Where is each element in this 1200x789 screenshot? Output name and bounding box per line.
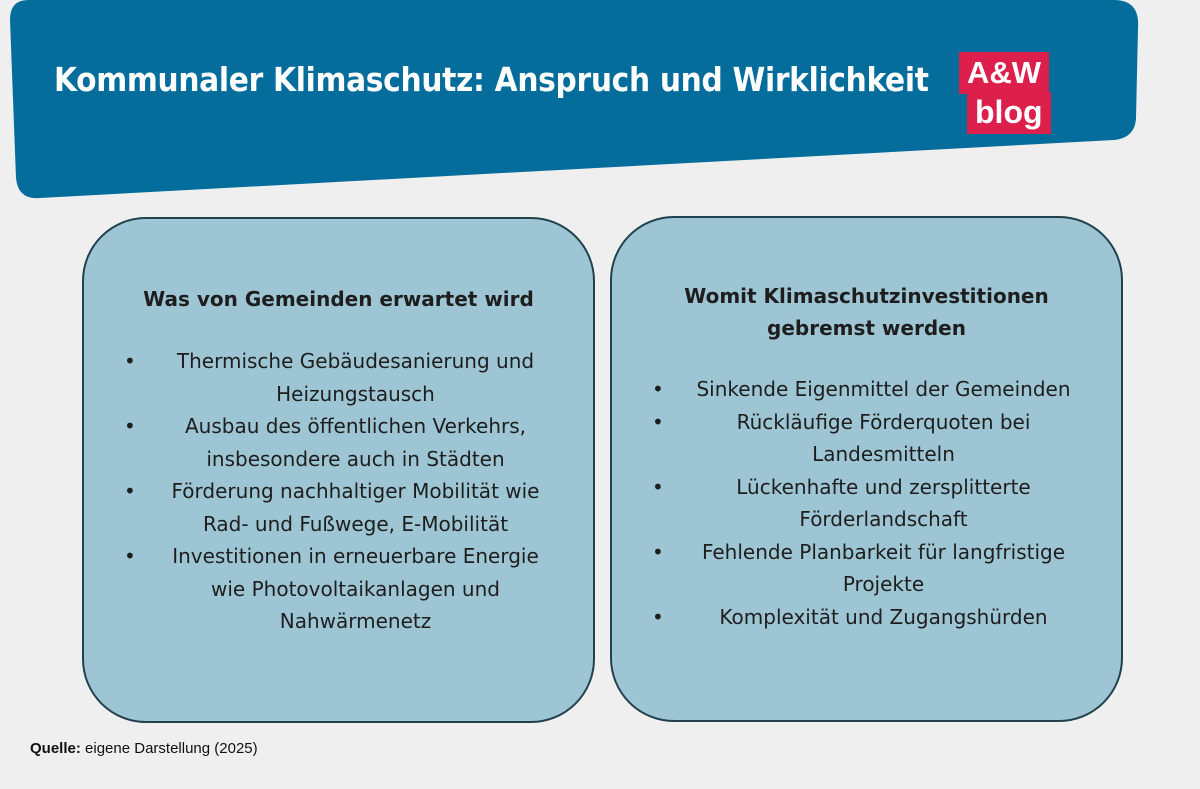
- expectation-item-text: Ausbau des öffentlichen Verkehrs, insbesondere auch in Städten: [184, 414, 526, 471]
- barrier-item: [612, 471, 1121, 536]
- bullet-icon: •: [124, 544, 136, 568]
- barrier-item: [612, 536, 1121, 601]
- source-text: eigene Darstellung (2025): [80, 740, 258, 757]
- barrier-item: [612, 601, 1121, 634]
- bullet-icon: •: [652, 474, 664, 499]
- bullet-icon: •: [124, 414, 136, 438]
- source-note: [30, 739, 258, 759]
- barrier-item: [612, 406, 1121, 471]
- barriers-panel: [610, 216, 1123, 722]
- barrier-item: [612, 373, 1121, 406]
- bullet-icon: •: [652, 604, 664, 629]
- barrier-item-text: Komplexität und Zugangshürden: [719, 604, 1048, 629]
- expectation-item: [84, 475, 593, 540]
- expectation-item-text: Investitionen in erneuerbare Energie wie Photovoltaikanlagen und Nahwärmenetz: [172, 544, 539, 633]
- bullet-icon: •: [652, 409, 664, 434]
- bullet-icon: •: [124, 479, 136, 503]
- expectations-list: [84, 345, 593, 638]
- barriers-heading: Womit Klimaschutzinvestitionen gebremst werden: [684, 284, 1049, 340]
- expectation-item-text: Förderung nachhaltiger Mobilität wie Rad- und Fußwege, E-Mobilität: [171, 479, 540, 536]
- expectation-item: [84, 410, 593, 475]
- barrier-item-text: Rückläufige Förderquoten bei Landesmitteln: [736, 409, 1031, 466]
- expectation-item: [84, 540, 593, 638]
- bullet-icon: •: [652, 377, 664, 401]
- source-label: Quelle:: [30, 740, 81, 757]
- logo-text-aw: A&W: [959, 52, 1049, 94]
- expectations-heading: Was von Gemeinden erwartet wird: [143, 287, 534, 311]
- expectation-item: [84, 345, 593, 410]
- barrier-item-text: Sinkende Eigenmittel der Gemeinden: [696, 377, 1071, 401]
- barrier-item-text: Lückenhafte und zersplitterte Förderlandschaft: [736, 474, 1031, 531]
- barrier-item-text: Fehlende Planbarkeit für langfristige Projekte: [701, 539, 1066, 596]
- expectation-item-text: Thermische Gebäudesanierung und Heizungstausch: [176, 349, 535, 406]
- expectations-panel: [82, 217, 595, 723]
- logo-text-blog: blog: [967, 92, 1051, 134]
- barriers-list: [612, 373, 1121, 633]
- aw-blog-logo: [957, 52, 1055, 134]
- page-title: Kommunaler Klimaschutz: Anspruch und Wirklichkeit: [54, 60, 929, 99]
- bullet-icon: •: [652, 539, 664, 564]
- bullet-icon: •: [124, 349, 136, 373]
